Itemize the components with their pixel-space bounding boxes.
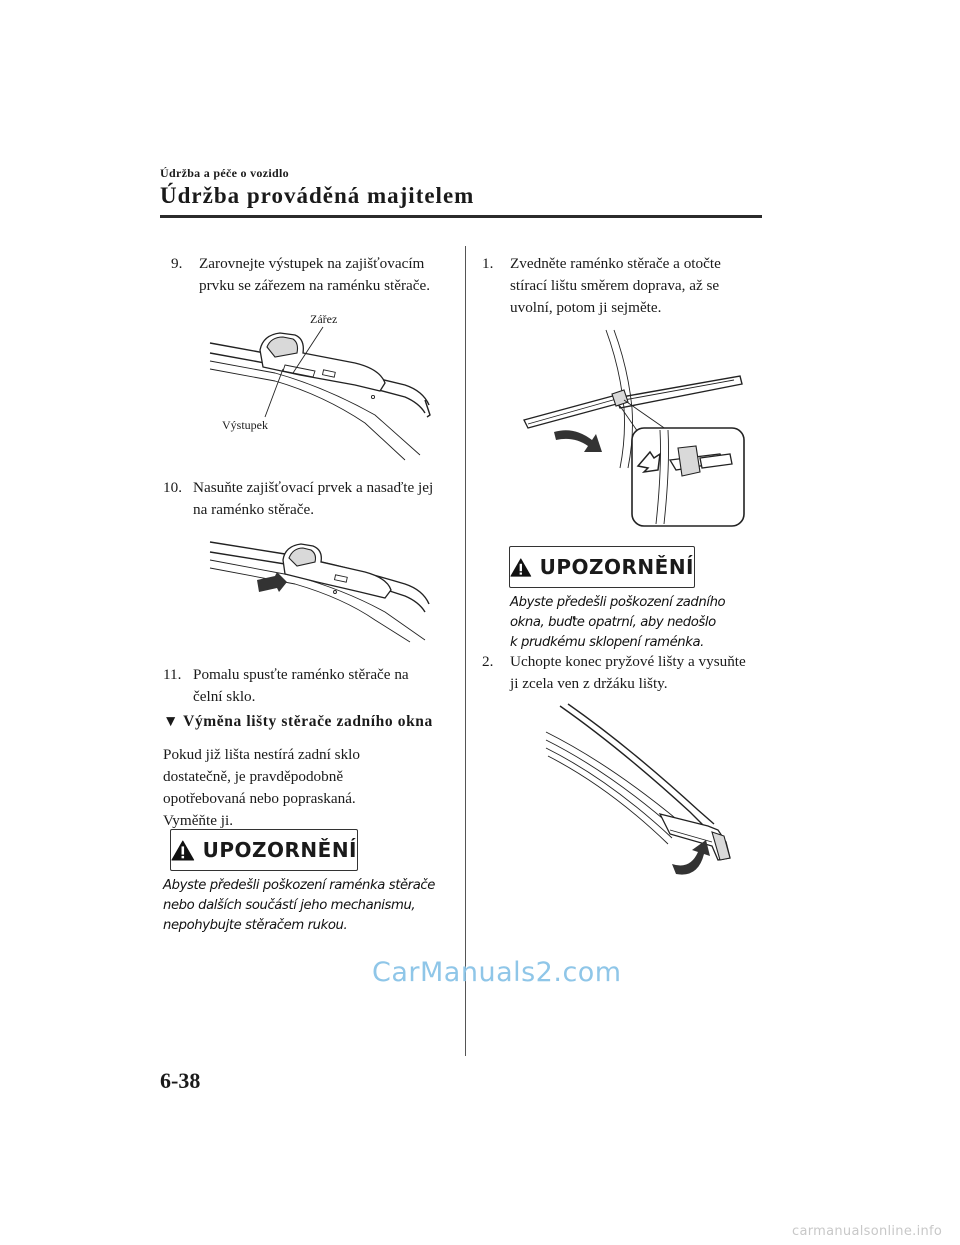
- footer-watermark: carmanualsonline.info: [792, 1224, 943, 1239]
- body-paragraph: [163, 744, 453, 832]
- step-line: ji zcela ven z držáku lišty.: [510, 675, 668, 692]
- step-number: 9.: [171, 255, 183, 272]
- caution-line: k prudkému sklopení raménka.: [510, 635, 704, 650]
- paragraph-line: Pokud již lišta nestírá zadní sklo: [163, 746, 360, 763]
- caution-box: [509, 546, 695, 588]
- caution-label: UPOZORNĚNÍ: [202, 838, 357, 862]
- caution-line: nepohybujte stěračem rukou.: [163, 918, 348, 933]
- column-divider: [465, 246, 466, 1056]
- wiper-notch-illustration: [205, 305, 435, 465]
- paragraph-line: Vyměňte ji.: [163, 812, 234, 829]
- caution-line: okna, buďte opatrní, aby nedošlo: [510, 615, 716, 630]
- caution-text: [510, 593, 770, 653]
- step-line: Zvedněte raménko stěrače a otočte: [510, 255, 721, 272]
- wiper-slide-illustration: [205, 532, 435, 644]
- step-line: Nasuňte zajišťovací prvek a nasaďte jej: [193, 479, 434, 496]
- step-1: [482, 253, 772, 319]
- step-2: [482, 651, 777, 695]
- step-number: 1.: [482, 255, 494, 272]
- step-line: čelní sklo.: [193, 688, 256, 705]
- paragraph-line: dostatečně, je pravděpodobně: [163, 768, 344, 785]
- step-number: 10.: [163, 479, 182, 496]
- caution-line: Abyste předešli poškození raménka stěrače: [163, 878, 435, 893]
- step-line: Zarovnejte výstupek na zajišťovacím: [199, 255, 425, 272]
- label-protrusion: Výstupek: [222, 418, 268, 432]
- page-title: Údržba prováděná majitelem: [160, 183, 475, 208]
- warning-triangle-icon: [171, 839, 195, 862]
- caution-label: UPOZORNĚNÍ: [539, 555, 694, 579]
- title-rule: [160, 215, 762, 218]
- step-line: na raménko stěrače.: [193, 501, 315, 518]
- step-line: Uchopte konec pryžové lišty a vysuňte: [510, 653, 746, 670]
- step-number: 2.: [482, 653, 494, 670]
- page-number: 6-38: [160, 1068, 201, 1093]
- step-line: stírací lištu směrem doprava, až se: [510, 277, 720, 294]
- label-notch: Zářez: [310, 312, 338, 326]
- step-line: uvolní, potom ji sejměte.: [510, 299, 662, 316]
- rubber-strip-removal-illustration: [540, 702, 740, 898]
- rear-wiper-rotate-illustration: [520, 328, 750, 530]
- warning-triangle-icon: [510, 556, 532, 579]
- step-11: [163, 664, 463, 708]
- step-line: Pomalu spusťte raménko stěrače na: [193, 666, 409, 683]
- caution-line: Abyste předešli poškození zadního: [510, 595, 726, 610]
- caution-line: nebo dalších součástí jeho mechanismu,: [163, 898, 416, 913]
- step-9: [171, 253, 461, 297]
- paragraph-line: opotřebovaná nebo popraskaná.: [163, 790, 356, 807]
- section-heading: [163, 713, 433, 731]
- step-number: 11.: [163, 666, 182, 683]
- step-10: [163, 477, 463, 521]
- caution-box: [170, 829, 358, 871]
- caution-text: [163, 876, 463, 936]
- section-marker: ▼: [163, 713, 179, 730]
- watermark: CarManuals2.com: [372, 957, 622, 988]
- breadcrumb: Údržba a péče o vozidlo: [160, 166, 289, 180]
- step-line: prvku se zářezem na raménku stěrače.: [199, 277, 431, 294]
- section-title: Výměna lišty stěrače zadního okna: [183, 713, 433, 730]
